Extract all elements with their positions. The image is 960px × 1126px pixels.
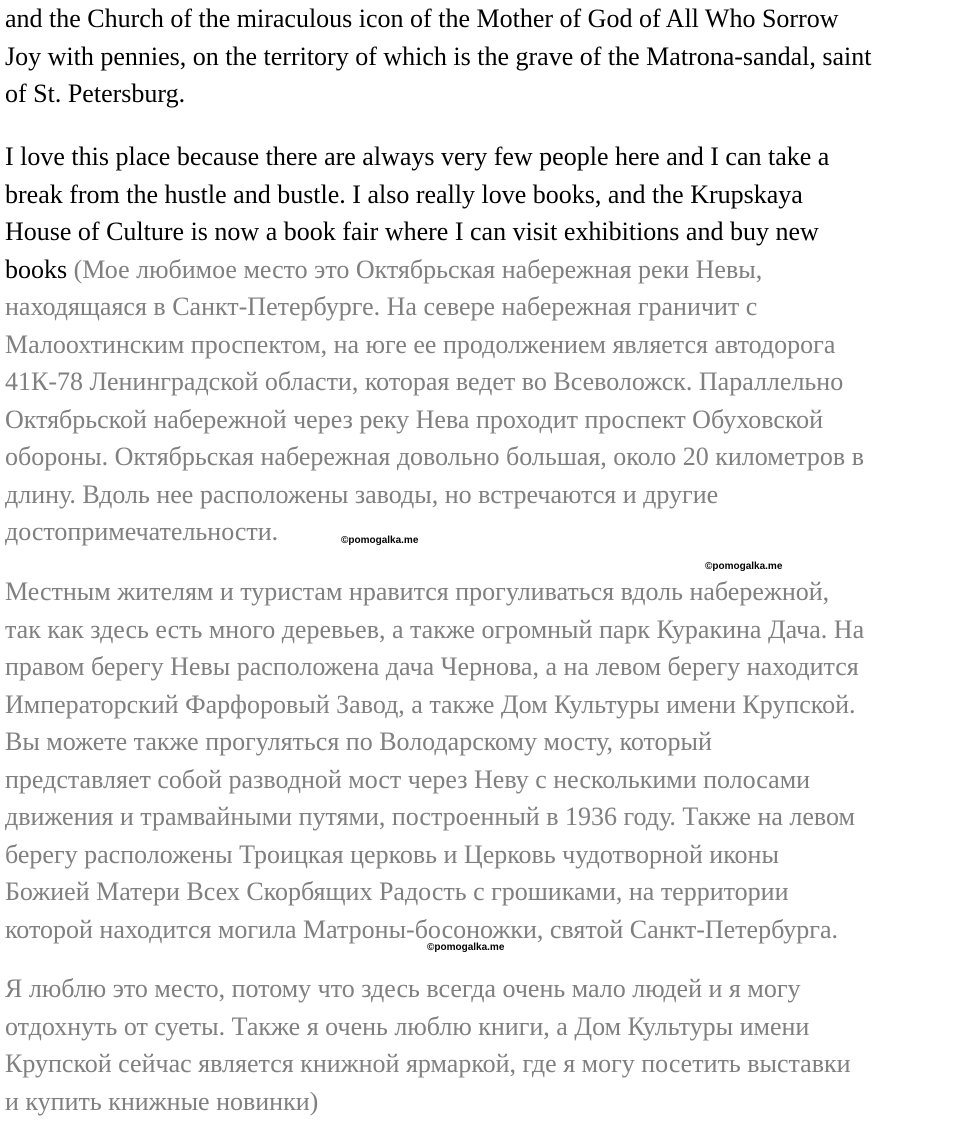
text-line: House of Culture is now a book fair where I can visit exhibitions and buy new xyxy=(5,217,819,246)
text-line: берегу расположены Троицкая церковь и Церковь чудотворной иконы xyxy=(5,839,779,869)
text-line: правом берегу Невы расположена дача Чернова, а на левом берегу находится xyxy=(5,652,859,681)
text-line: Октябрьской набережной через реку Нева проходит проспект Обуховской xyxy=(5,404,824,434)
paragraph-english-1 xyxy=(5,0,871,113)
text-line: Малоохтинским проспектом, на юге ее продолжением является автодорога xyxy=(5,329,836,359)
text-line: длину. Вдоль нее расположены заводы, но встречаются и другие xyxy=(5,479,719,509)
text-line: и купить книжные новинки) xyxy=(5,1086,319,1116)
paragraph-russian-3 xyxy=(5,970,851,1120)
text-line: движения и трамвайными путями, построенный в 1936 году. Также на левом xyxy=(5,802,855,831)
text-line: of St. Petersburg. xyxy=(5,79,186,108)
text-line: break from the hustle and bustle. I also really love books, and the Krupskaya xyxy=(5,179,803,209)
text-line: and the Church of the miraculous icon of the Mother of God of All Who Sorrow xyxy=(5,4,839,33)
text-line: отдохнуть от суеты. Также я очень люблю книги, а Дом Культуры имени xyxy=(5,1011,810,1041)
paragraph-russian-2 xyxy=(5,573,864,948)
text-line: Божией Матери Всех Скорбящих Радость с грошиками, на территории xyxy=(5,877,789,906)
russian-text: (Мое любимое место это Октябрьская набережная реки Невы, xyxy=(67,254,763,284)
text-line: Вы можете также прогуляться по Володарскому мосту, который xyxy=(5,727,712,756)
text-line: представляет собой разводной мост через Неву с несколькими полосами xyxy=(5,764,811,794)
text-line: которой находится могила Матроны-босоножки, святой Санкт-Петербурга. xyxy=(5,914,839,944)
text-line: I love this place because there are always very few people here and I can take a xyxy=(5,142,830,171)
text-line-mixed xyxy=(5,251,864,289)
text-line: Я люблю это место, потому что здесь всегда очень мало людей и я могу xyxy=(5,974,801,1003)
text-line: Joy with pennies, on the territory of which is the grave of the Matrona-sandal, saint xyxy=(5,41,872,71)
text-line: Местным жителям и туристам нравится прогуливаться вдоль набережной, xyxy=(5,577,830,606)
text-line: достопримечательности. xyxy=(5,517,279,546)
text-line: 41К-78 Ленинградской области, которая ведет во Всеволожск. Параллельно xyxy=(5,367,844,396)
text-line: Крупской сейчас является книжной ярмаркой, где я могу посетить выставки xyxy=(5,1049,851,1078)
text-line: так как здесь есть много деревьев, а также огромный парк Куракина Дача. На xyxy=(5,614,865,644)
text-line: находящаяся в Санкт-Петербурге. На севере набережная граничит с xyxy=(5,292,758,321)
watermark: ©pomogalka.me xyxy=(427,942,505,953)
paragraph-english-2 xyxy=(5,138,864,551)
watermark: ©pomogalka.me xyxy=(341,535,419,546)
text-line: обороны. Октябрьская набережная довольно большая, около 20 километров в xyxy=(5,442,864,471)
watermark: ©pomogalka.me xyxy=(705,561,783,572)
english-text: books xyxy=(5,254,68,284)
text-line: Императорский Фарфоровый Завод, а также Дом Культуры имени Крупской. xyxy=(5,689,856,719)
